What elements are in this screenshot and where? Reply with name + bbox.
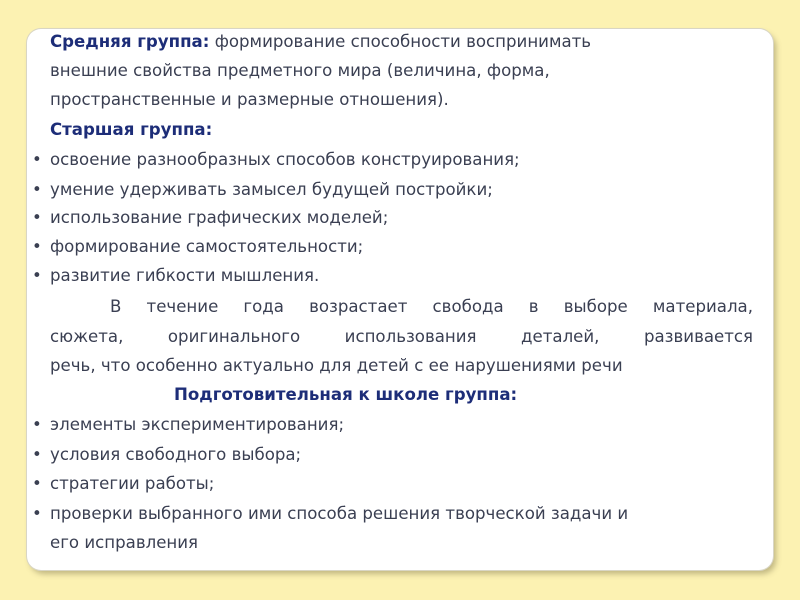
bullet-icon: • <box>32 415 42 434</box>
paragraph-line: В течение года возрастает свобода в выборе материала, <box>110 297 753 316</box>
bullet-icon: • <box>32 237 42 256</box>
bullet-icon: • <box>32 266 42 285</box>
list-item: стратегии работы; <box>50 474 215 493</box>
bullet-icon: • <box>32 504 42 523</box>
middle-group-text-2: внешние свойства предметного мира (величина, форма, <box>50 61 550 80</box>
middle-group-text-3: пространственные и размерные отношения). <box>50 90 449 109</box>
paragraph-line: речь, что особенно актуально для детей с ее нарушениями речи <box>50 356 623 375</box>
list-item: развитие гибкости мышления. <box>50 266 320 285</box>
list-item: условия свободного выбора; <box>50 445 302 464</box>
list-item: элементы экспериментирования; <box>50 415 345 434</box>
list-item: умение удерживать замысел будущей постройки; <box>50 180 493 199</box>
senior-group-heading: Старшая группа: <box>50 120 213 139</box>
list-item: формирование самостоятельности; <box>50 237 364 256</box>
bullet-icon: • <box>32 208 42 227</box>
bullet-icon: • <box>32 474 42 493</box>
middle-group-first-line <box>50 32 591 52</box>
preparatory-group-heading: Подготовительная к школе группа: <box>174 385 518 404</box>
list-item: освоение разнообразных способов конструирования; <box>50 150 520 169</box>
paragraph-line: сюжета, оригинального использования деталей, развивается <box>50 327 753 346</box>
middle-group-text-1: формирование способности воспринимать <box>214 32 592 51</box>
middle-group-heading: Средняя группа: <box>50 32 210 51</box>
list-item-continuation: его исправления <box>50 533 199 552</box>
bullet-icon: • <box>32 180 42 199</box>
bullet-icon: • <box>32 150 42 169</box>
list-item: проверки выбранного ими способа решения творческой задачи и <box>50 504 629 523</box>
list-item: использование графических моделей; <box>50 208 389 227</box>
bullet-icon: • <box>32 445 42 464</box>
